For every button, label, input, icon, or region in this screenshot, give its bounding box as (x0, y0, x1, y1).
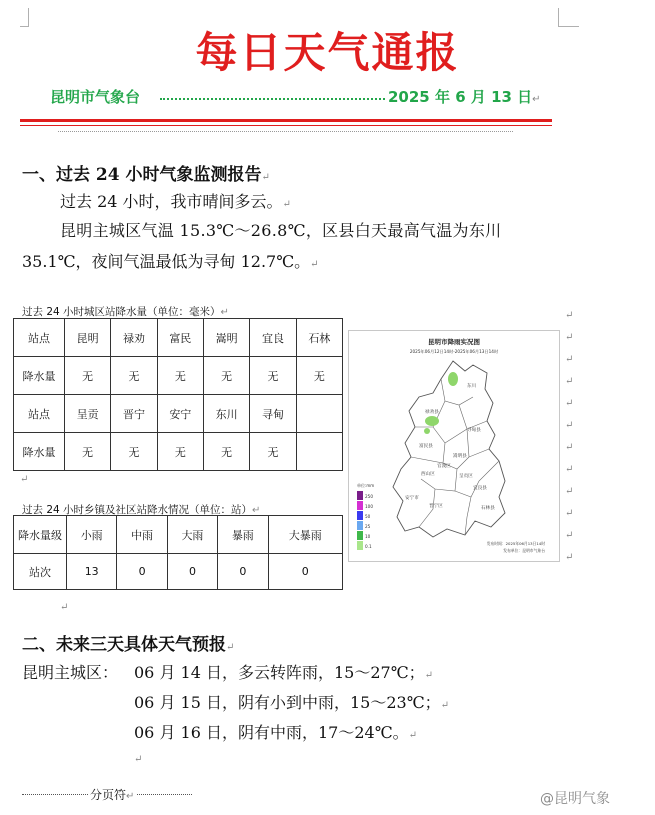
map-legend (357, 482, 374, 550)
rain-patch (424, 428, 430, 434)
table-cell: 无 (65, 433, 111, 471)
legend-swatch (357, 511, 363, 520)
map-footer-time: 发布时间：2025年06月13日14时 (486, 541, 545, 546)
precip-table-township (13, 515, 343, 590)
section1-para2-line2: 35.1℃，夜间气温最低为寻甸 12.7℃。↵ (22, 252, 319, 271)
t2-value-cell: 0 (117, 554, 167, 590)
page-break-label: 分页符↵ (90, 788, 135, 802)
table-cell: 富民 (157, 319, 203, 357)
document-title: 每日天气通报 (195, 28, 460, 77)
precip-table-city (13, 318, 343, 471)
table-cell: 宜良 (250, 319, 296, 357)
forecast-day-3: 06 月 16 日，阴有中雨，17～24℃。↵ (134, 723, 417, 742)
table-row (14, 395, 343, 433)
legend-swatch (357, 491, 363, 500)
legend-value: 250 (365, 494, 373, 499)
t2-header-cell: 大暴雨 (268, 516, 343, 554)
table-cell: 无 (157, 357, 203, 395)
table-cell: 无 (250, 357, 296, 395)
map-title: 昆明市降雨实况图 (428, 338, 480, 346)
table-cell: 无 (250, 433, 296, 471)
map-label: 官渡区 (437, 464, 451, 469)
t2-header-cell: 中雨 (117, 516, 167, 554)
table-cell: 东川 (203, 395, 249, 433)
legend-value: 10 (365, 534, 371, 539)
paragraph-marks: ↵ ↵ ↵ ↵ ↵ ↵ ↵ ↵ ↵ ↵ ↵ ↵ (565, 310, 574, 563)
map-label: 晋宁区 (429, 504, 443, 509)
map-label: 呈贡区 (459, 474, 473, 479)
map-label: 禄劝县 (425, 410, 439, 415)
section1-para2-line1: 昆明主城区气温 15.3℃～26.8℃，区县白天最高气温为东川 (60, 221, 502, 240)
row-label-cell: 降水量 (14, 433, 65, 471)
table-cell: 晋宁 (111, 395, 157, 433)
watermark: @昆明气象 (540, 791, 610, 807)
t2-value-cell: 0 (167, 554, 217, 590)
table-cell: 石林 (296, 319, 342, 357)
rain-patch (448, 372, 458, 386)
legend-swatch (357, 501, 363, 510)
issuer-name: 昆明市气象台 (50, 88, 141, 106)
map-subtitle: 2025年06月12日14时-2025年06月13日14时 (409, 349, 499, 354)
row-label-cell: 降水量 (14, 357, 65, 395)
map-label: 东川 (467, 384, 477, 389)
table2-caption: 过去 24 小时乡镇及社区站降水情况（单位：站）↵ (22, 504, 261, 516)
table-cell: 无 (111, 433, 157, 471)
t2-header-cell: 降水量级 (14, 516, 67, 554)
red-rule-thin (20, 125, 552, 126)
t2-value-cell: 0 (268, 554, 343, 590)
legend-swatch (357, 521, 363, 530)
legend-value: 25 (365, 524, 371, 529)
table-cell: 无 (296, 357, 342, 395)
t2-value-cell: 0 (218, 554, 268, 590)
section2-heading: 二、未来三天具体天气预报↵ (22, 635, 235, 655)
section1-para1: 过去 24 小时，我市晴间多云。↵ (60, 192, 291, 211)
map-label: 宜良县 (473, 486, 487, 491)
table-cell: 昆明 (65, 319, 111, 357)
table-cell (296, 395, 342, 433)
t2-header-cell: 小雨 (67, 516, 117, 554)
map-footer-issuer: 发布单位：昆明市气象台 (503, 548, 545, 553)
issue-date: 2025 年 6 月 13 日↵ (388, 88, 541, 106)
row-label-cell: 站点 (14, 395, 65, 433)
t2-header-cell: 暴雨 (218, 516, 268, 554)
section1-heading: 一、过去 24 小时气象监测报告↵ (22, 165, 270, 185)
leader-dots (160, 90, 385, 100)
map-label: 安宁市 (405, 496, 419, 501)
table-row (14, 357, 343, 395)
table-cell: 无 (203, 433, 249, 471)
table-row (14, 433, 343, 471)
row-label-cell: 站点 (14, 319, 65, 357)
map-label: 西山区 (421, 472, 435, 477)
paragraph-mark: ↵ (134, 754, 143, 765)
map-label: 寻甸县 (467, 428, 481, 433)
table-row (14, 319, 343, 357)
legend-unit: 单位:mm (357, 483, 375, 488)
map-label: 石林县 (481, 506, 495, 511)
table-cell: 无 (111, 357, 157, 395)
table-cell (296, 433, 342, 471)
table-cell: 无 (157, 433, 203, 471)
table-cell: 呈贡 (65, 395, 111, 433)
table-cell: 无 (203, 357, 249, 395)
rainfall-map (348, 330, 560, 562)
table-cell: 寻甸 (250, 395, 296, 433)
table1-caption: 过去 24 小时城区站降水量（单位：毫米）↵ (22, 306, 229, 318)
paragraph-mark: ↵ (60, 602, 69, 613)
table-cell: 无 (65, 357, 111, 395)
t2-header-cell: 大雨 (167, 516, 217, 554)
map-label: 富民县 (419, 444, 433, 449)
t2-value-cell: 13 (67, 554, 117, 590)
paragraph-mark: ↵ (20, 474, 29, 485)
table-cell: 安宁 (157, 395, 203, 433)
dotted-rule (58, 131, 513, 132)
rain-patch (425, 416, 439, 426)
table-cell: 嵩明 (203, 319, 249, 357)
t2-value-cell: 站次 (14, 554, 67, 590)
legend-swatch (357, 531, 363, 540)
legend-swatch (357, 541, 363, 550)
rainfall-map-svg (349, 331, 559, 561)
legend-value: 50 (365, 514, 371, 519)
red-rule-thick (20, 119, 552, 122)
forecast-day-1: 06 月 14 日，多云转阵雨，15～27℃；↵ (134, 663, 433, 682)
forecast-area: 昆明主城区： (22, 663, 119, 682)
legend-value: 100 (365, 504, 373, 509)
map-label: 嵩明县 (453, 454, 467, 459)
forecast-day-2: 06 月 15 日，阴有小到中雨，15～23℃；↵ (134, 693, 449, 712)
legend-value: 0.1 (365, 544, 372, 549)
table-cell: 禄劝 (111, 319, 157, 357)
